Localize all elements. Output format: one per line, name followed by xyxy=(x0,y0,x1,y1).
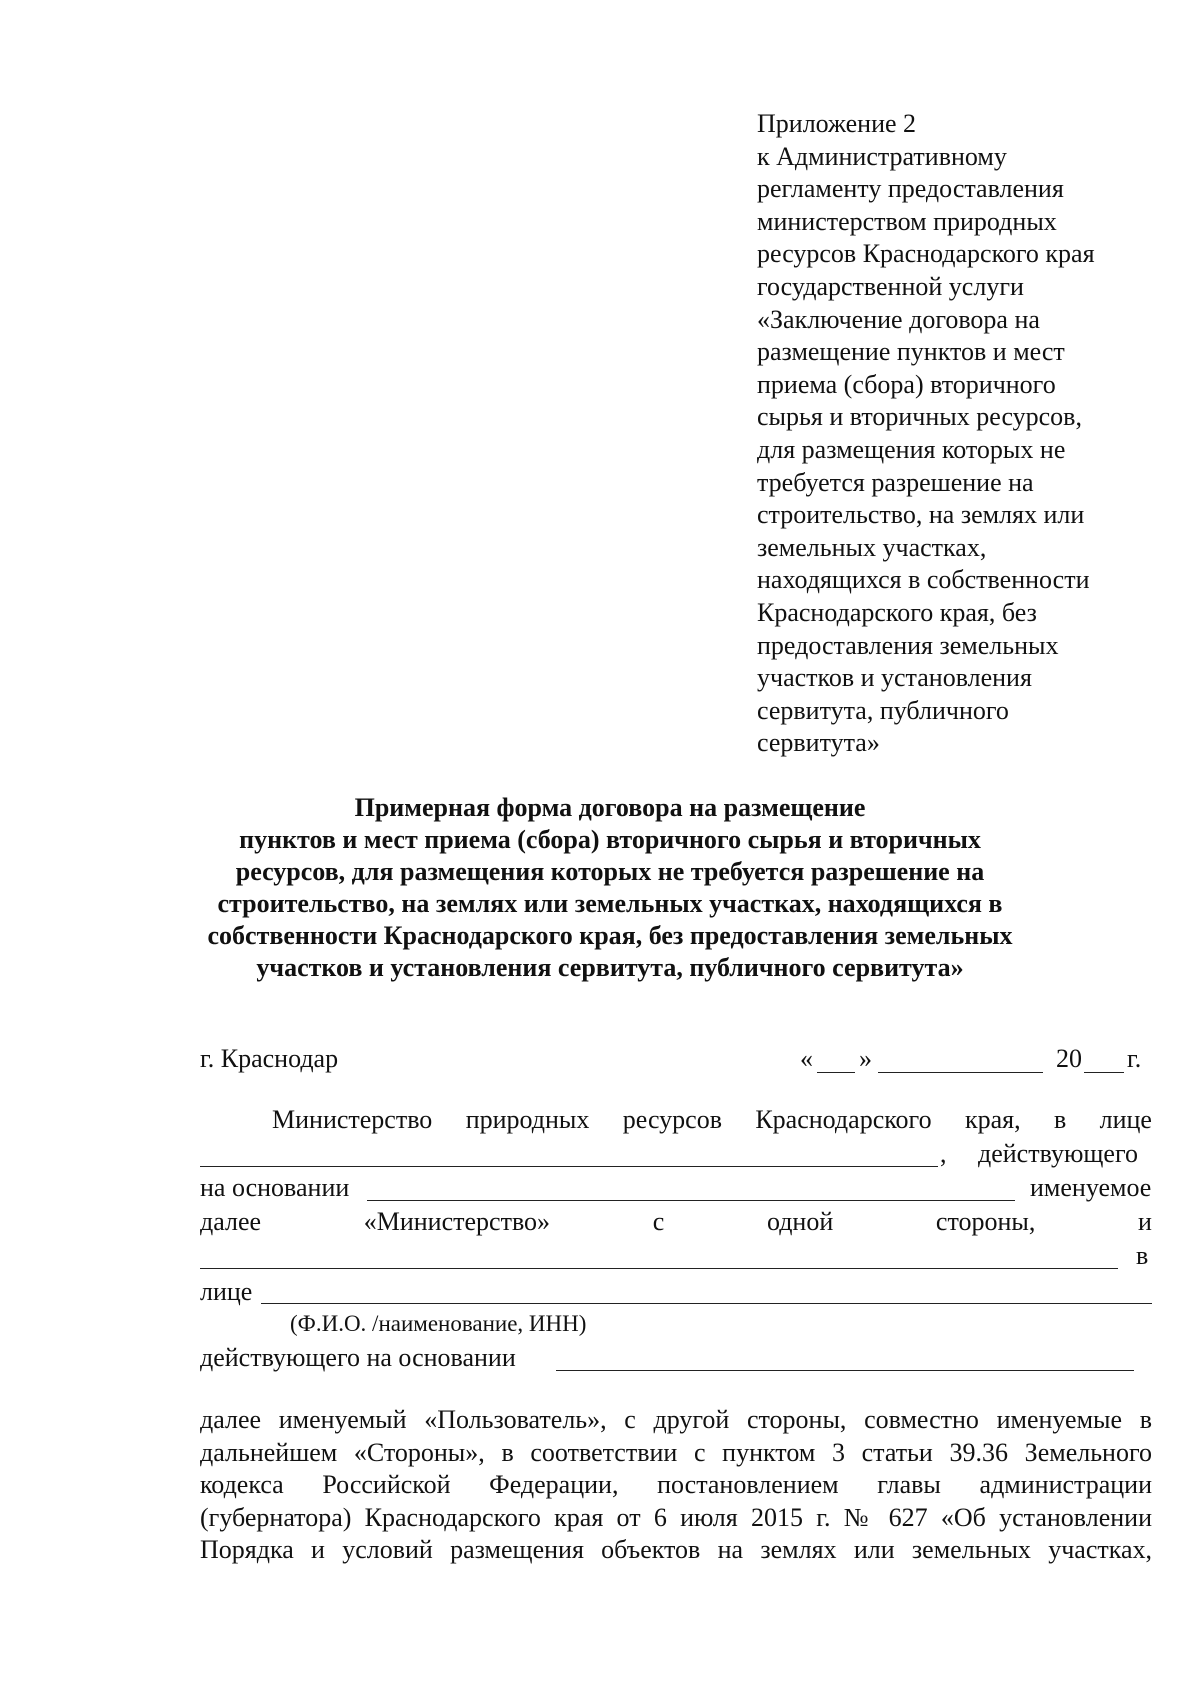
title-line: участков и установления сервитута, публичного сервитута» xyxy=(256,953,964,982)
basis-label: на основании xyxy=(200,1173,350,1202)
appendix-line: сервитута, публичного xyxy=(757,695,1009,725)
form-line-1 xyxy=(272,1104,1152,1136)
appendix-line: для размещения которых не xyxy=(757,434,1066,464)
appendix-line: размещение пунктов и мест xyxy=(757,337,1065,367)
form-word: и xyxy=(1138,1207,1152,1236)
form-word: с xyxy=(652,1207,665,1236)
person-label: лице xyxy=(200,1277,253,1306)
city-label: г. Краснодар xyxy=(200,1044,339,1073)
acting-label: действующего xyxy=(978,1139,1138,1168)
appendix-line: регламенту предоставления xyxy=(757,174,1064,204)
form-word: одной xyxy=(766,1207,834,1236)
form-word: края, xyxy=(964,1105,1021,1134)
date-day-field[interactable] xyxy=(817,1072,855,1073)
named-label: именуемое xyxy=(1030,1173,1152,1202)
title-line: Примерная форма договора на размещение xyxy=(354,793,866,822)
form-word: лице xyxy=(1099,1105,1152,1134)
acting-basis-label: действующего на основании xyxy=(200,1343,516,1372)
appendix-line: находящихся в собственности xyxy=(757,565,1090,595)
appendix-line: строительство, на землях или xyxy=(757,500,1085,530)
form-word: ресурсов xyxy=(622,1105,722,1134)
date-open-quote: « xyxy=(800,1044,813,1073)
appendix-line: участков и установления xyxy=(757,663,1032,693)
appendix-line: предоставления земельных xyxy=(757,630,1059,660)
form-word: стороны, xyxy=(935,1207,1036,1236)
form-word: природных xyxy=(465,1105,590,1134)
comma-mark: , xyxy=(940,1139,947,1168)
appendix-line: ресурсов Краснодарского края xyxy=(757,239,1095,269)
in-label: в xyxy=(1136,1241,1149,1270)
title-line: собственности Краснодарского края, без предоставления земельных xyxy=(207,921,1013,950)
appendix-line: государственной услуги xyxy=(757,271,1024,301)
appendix-line: требуется разрешение на xyxy=(757,467,1034,497)
form-word: в xyxy=(1053,1105,1067,1134)
form-word: «Министерство» xyxy=(363,1207,551,1236)
appendix-block xyxy=(757,108,1177,760)
acting-basis-field[interactable] xyxy=(556,1370,1134,1371)
date-close-quote: » xyxy=(859,1044,872,1073)
form-word: Краснодарского xyxy=(755,1105,932,1134)
title-line: строительство, на землях или земельных участках, находящихся в xyxy=(217,889,1003,918)
body-line: дальнейшем «Стороны», в соответствии с пунктом 3 статьи 39.36 Земельного xyxy=(200,1437,1152,1467)
form-word: далее xyxy=(200,1207,262,1236)
appendix-line: приема (сбора) вторичного xyxy=(757,369,1056,399)
representative-field[interactable] xyxy=(200,1166,938,1167)
date-year-suffix: г. xyxy=(1127,1044,1142,1073)
appendix-line: министерством природных xyxy=(757,206,1057,236)
appendix-line: сырья и вторичных ресурсов, xyxy=(757,402,1082,432)
date-year-field[interactable] xyxy=(1084,1072,1124,1073)
appendix-line: Краснодарского края, без xyxy=(757,597,1037,627)
appendix-line: «Заключение договора на xyxy=(757,304,1040,334)
appendix-line: земельных участках, xyxy=(757,532,987,562)
body-line: далее именуемый «Пользователь», с другой стороны, совместно именуемые в xyxy=(200,1405,1152,1434)
body-line: Порядка и условий размещения объектов на землях или земельных участках, xyxy=(200,1535,1152,1564)
appendix-line: к Административному xyxy=(757,141,1007,171)
person-field[interactable] xyxy=(261,1303,1152,1304)
appendix-line: Приложение 2 xyxy=(757,109,917,138)
form-line-4 xyxy=(200,1206,1152,1238)
body-line: кодекса Российской Федерации, постановлением главы администрации xyxy=(200,1470,1152,1499)
user-party-field[interactable] xyxy=(200,1268,1118,1269)
document-title xyxy=(150,792,1070,984)
field-caption: (Ф.И.О. /наименование, ИНН) xyxy=(290,1311,587,1336)
date-month-field[interactable] xyxy=(878,1072,1043,1073)
basis-field[interactable] xyxy=(367,1200,1015,1201)
date-year-prefix: 20 xyxy=(1056,1044,1082,1073)
body-paragraph xyxy=(200,1404,1152,1567)
title-line: ресурсов, для размещения которых не требуется разрешение на xyxy=(235,857,985,886)
body-line: (губернатора) Краснодарского края от 6 июля 2015 г. № 627 «Об установлении xyxy=(200,1502,1152,1532)
form-word: Министерство xyxy=(272,1105,433,1134)
title-line: пунктов и мест приема (сбора) вторичного сырья и вторичных xyxy=(239,825,981,854)
appendix-line: сервитута» xyxy=(757,728,880,758)
